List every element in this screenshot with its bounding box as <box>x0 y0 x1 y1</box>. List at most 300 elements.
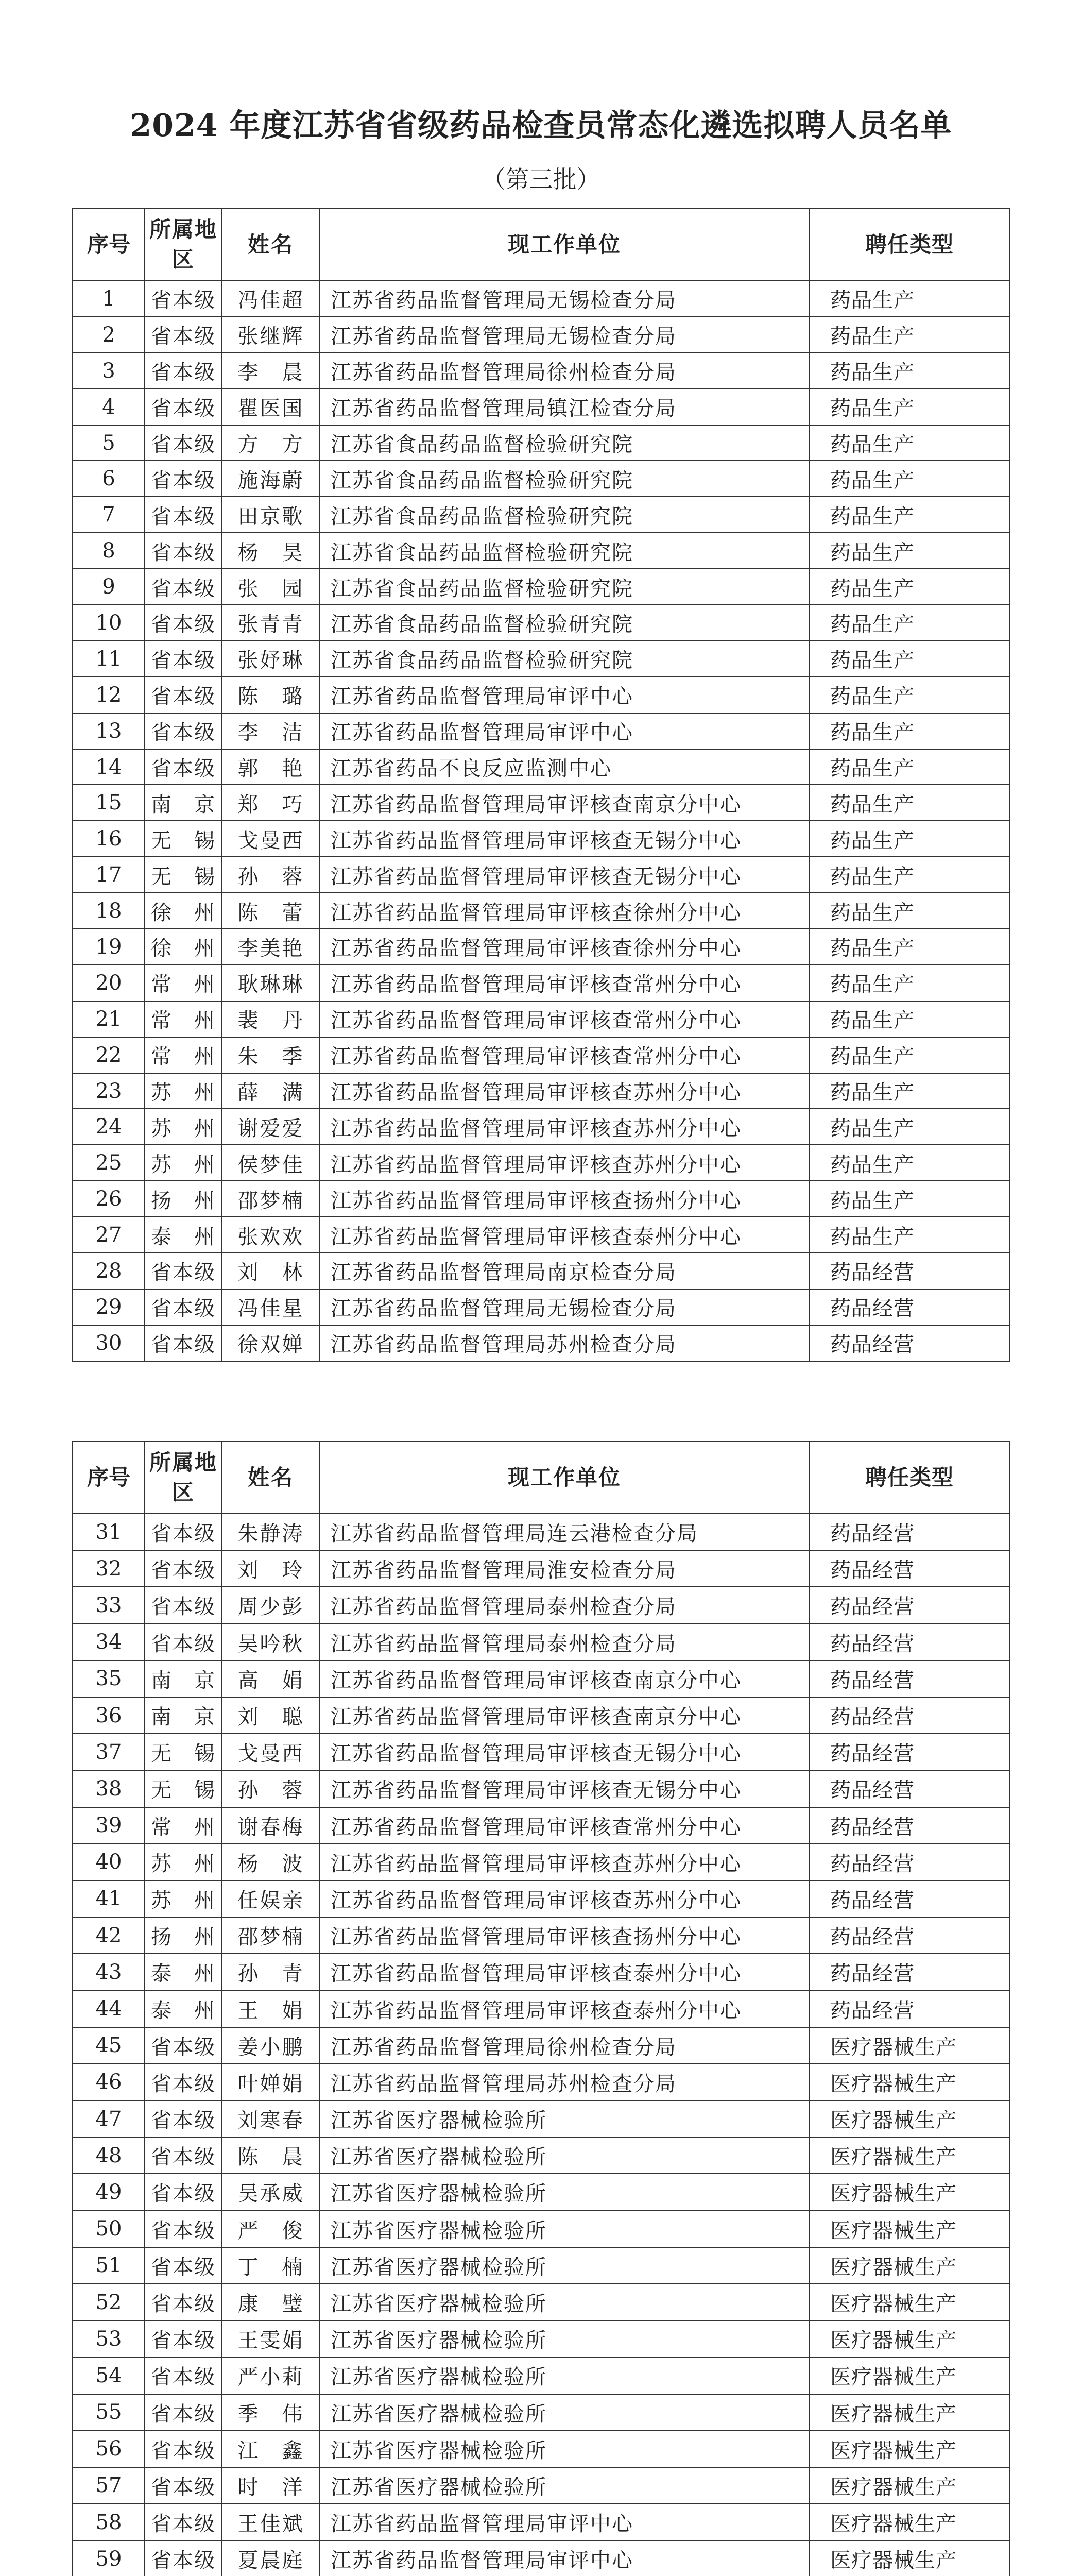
cell-area: 常 州 <box>145 1001 222 1037</box>
cell-type: 药品生产 <box>809 1217 1010 1253</box>
cell-no: 57 <box>73 2467 145 2504</box>
cell-unit: 江苏省药品监督管理局审评核查徐州分中心 <box>320 893 809 929</box>
cell-type: 药品生产 <box>809 641 1010 677</box>
cell-name: 邵梦楠 <box>222 1181 320 1217</box>
cell-unit: 江苏省药品监督管理局审评核查无锡分中心 <box>320 857 809 893</box>
cell-type: 药品经营 <box>809 1954 1010 1990</box>
cell-unit: 江苏省药品监督管理局审评核查扬州分中心 <box>320 1181 809 1217</box>
table-row <box>73 677 1010 713</box>
cell-unit: 江苏省药品监督管理局连云港检查分局 <box>320 1514 809 1550</box>
cell-type: 医疗器械生产 <box>809 2137 1010 2174</box>
cell-no: 59 <box>73 2540 145 2576</box>
cell-unit: 江苏省药品监督管理局淮安检查分局 <box>320 1550 809 1587</box>
cell-no: 16 <box>73 821 145 857</box>
header-no: 序号 <box>73 209 145 281</box>
cell-unit: 江苏省药品监督管理局泰州检查分局 <box>320 1587 809 1623</box>
cell-type: 医疗器械生产 <box>809 2504 1010 2540</box>
cell-no: 1 <box>73 281 145 317</box>
cell-name: 陈 璐 <box>222 677 320 713</box>
cell-no: 23 <box>73 1073 145 1109</box>
cell-area: 徐 州 <box>145 929 222 965</box>
cell-area: 省本级 <box>145 2504 222 2540</box>
cell-type: 药品经营 <box>809 1289 1010 1325</box>
cell-no: 3 <box>73 353 145 389</box>
cell-type: 药品生产 <box>809 533 1010 569</box>
cell-no: 36 <box>73 1697 145 1734</box>
cell-no: 38 <box>73 1770 145 1807</box>
cell-unit: 江苏省药品监督管理局审评核查苏州分中心 <box>320 1109 809 1145</box>
cell-type: 药品经营 <box>809 1514 1010 1550</box>
cell-name: 张继辉 <box>222 317 320 353</box>
cell-type: 医疗器械生产 <box>809 2431 1010 2467</box>
cell-area: 泰 州 <box>145 1990 222 2027</box>
cell-no: 8 <box>73 533 145 569</box>
cell-no: 22 <box>73 1037 145 1073</box>
table-row <box>73 1253 1010 1289</box>
cell-area: 省本级 <box>145 1514 222 1550</box>
cell-no: 35 <box>73 1660 145 1697</box>
table-row <box>73 2211 1010 2247</box>
table-row <box>73 1770 1010 1807</box>
cell-unit: 江苏省医疗器械检验所 <box>320 2357 809 2394</box>
cell-type: 药品生产 <box>809 749 1010 785</box>
cell-type: 药品经营 <box>809 1734 1010 1770</box>
cell-area: 省本级 <box>145 497 222 533</box>
cell-unit: 江苏省医疗器械检验所 <box>320 2211 809 2247</box>
cell-area: 扬 州 <box>145 1181 222 1217</box>
cell-no: 24 <box>73 1109 145 1145</box>
cell-type: 药品生产 <box>809 1181 1010 1217</box>
table-row <box>73 1037 1010 1073</box>
cell-no: 10 <box>73 605 145 641</box>
cell-name: 吴吟秋 <box>222 1624 320 1660</box>
cell-type: 医疗器械生产 <box>809 2247 1010 2284</box>
table-row <box>73 461 1010 497</box>
cell-name: 郭 艳 <box>222 749 320 785</box>
table-row <box>73 1807 1010 1844</box>
cell-name: 侯梦佳 <box>222 1145 320 1181</box>
cell-name: 邵梦楠 <box>222 1917 320 1954</box>
cell-type: 药品经营 <box>809 1325 1010 1361</box>
cell-area: 省本级 <box>145 2137 222 2174</box>
cell-name: 朱静涛 <box>222 1514 320 1550</box>
cell-name: 时 洋 <box>222 2467 320 2504</box>
cell-unit: 江苏省药品监督管理局审评核查南京分中心 <box>320 1660 809 1697</box>
cell-unit: 江苏省药品监督管理局审评核查泰州分中心 <box>320 1954 809 1990</box>
cell-no: 31 <box>73 1514 145 1550</box>
cell-unit: 江苏省药品监督管理局审评核查常州分中心 <box>320 1037 809 1073</box>
table-row <box>73 1550 1010 1587</box>
cell-type: 医疗器械生产 <box>809 2394 1010 2431</box>
cell-name: 孙 蓉 <box>222 857 320 893</box>
table-row <box>73 965 1010 1001</box>
cell-name: 叶婵娟 <box>222 2064 320 2100</box>
cell-type: 药品经营 <box>809 1917 1010 1954</box>
header-name: 姓名 <box>222 1442 320 1514</box>
cell-name: 李 洁 <box>222 713 320 749</box>
cell-type: 医疗器械生产 <box>809 2211 1010 2247</box>
cell-type: 药品生产 <box>809 893 1010 929</box>
cell-name: 冯佳星 <box>222 1289 320 1325</box>
cell-area: 常 州 <box>145 965 222 1001</box>
table-row <box>73 893 1010 929</box>
cell-name: 江 鑫 <box>222 2431 320 2467</box>
cell-no: 13 <box>73 713 145 749</box>
cell-area: 省本级 <box>145 605 222 641</box>
cell-name: 朱 季 <box>222 1037 320 1073</box>
cell-area: 南 京 <box>145 1660 222 1697</box>
cell-name: 张妤琳 <box>222 641 320 677</box>
cell-name: 刘 林 <box>222 1253 320 1289</box>
cell-no: 14 <box>73 749 145 785</box>
cell-name: 刘 聪 <box>222 1697 320 1734</box>
cell-no: 51 <box>73 2247 145 2284</box>
cell-area: 常 州 <box>145 1807 222 1844</box>
cell-no: 20 <box>73 965 145 1001</box>
table-row <box>73 1624 1010 1660</box>
cell-unit: 江苏省医疗器械检验所 <box>320 2137 809 2174</box>
table-row <box>73 2137 1010 2174</box>
cell-unit: 江苏省药品监督管理局审评核查徐州分中心 <box>320 929 809 965</box>
cell-name: 郑 巧 <box>222 785 320 821</box>
cell-unit: 江苏省药品监督管理局审评核查苏州分中心 <box>320 1880 809 1917</box>
cell-area: 省本级 <box>145 749 222 785</box>
cell-unit: 江苏省药品监督管理局审评核查苏州分中心 <box>320 1073 809 1109</box>
cell-name: 孙 蓉 <box>222 1770 320 1807</box>
table-row <box>73 2064 1010 2100</box>
table-row <box>73 1073 1010 1109</box>
cell-no: 39 <box>73 1807 145 1844</box>
table-row <box>73 1217 1010 1253</box>
cell-no: 7 <box>73 497 145 533</box>
cell-type: 医疗器械生产 <box>809 2174 1010 2210</box>
cell-type: 药品生产 <box>809 461 1010 497</box>
cell-unit: 江苏省药品监督管理局审评核查常州分中心 <box>320 1807 809 1844</box>
cell-area: 省本级 <box>145 2357 222 2394</box>
cell-area: 苏 州 <box>145 1880 222 1917</box>
cell-area: 省本级 <box>145 2100 222 2137</box>
cell-no: 47 <box>73 2100 145 2137</box>
document-subtitle: （第三批） <box>482 165 600 193</box>
header-area: 所属地区 <box>145 1442 222 1514</box>
cell-name: 杨 波 <box>222 1844 320 1880</box>
cell-unit: 江苏省医疗器械检验所 <box>320 2284 809 2320</box>
cell-area: 省本级 <box>145 353 222 389</box>
cell-type: 医疗器械生产 <box>809 2320 1010 2357</box>
cell-unit: 江苏省药品监督管理局泰州检查分局 <box>320 1624 809 1660</box>
cell-area: 无 锡 <box>145 857 222 893</box>
cell-unit: 江苏省食品药品监督检验研究院 <box>320 461 809 497</box>
cell-area: 苏 州 <box>145 1844 222 1880</box>
cell-area: 泰 州 <box>145 1954 222 1990</box>
cell-no: 48 <box>73 2137 145 2174</box>
cell-no: 15 <box>73 785 145 821</box>
cell-no: 55 <box>73 2394 145 2431</box>
cell-no: 25 <box>73 1145 145 1181</box>
cell-type: 药品经营 <box>809 1253 1010 1289</box>
table-row <box>73 1587 1010 1623</box>
cell-unit: 江苏省药品监督管理局审评核查无锡分中心 <box>320 1734 809 1770</box>
cell-name: 孙 青 <box>222 1954 320 1990</box>
cell-type: 医疗器械生产 <box>809 2100 1010 2137</box>
cell-unit: 江苏省药品监督管理局苏州检查分局 <box>320 1325 809 1361</box>
table-row <box>73 821 1010 857</box>
cell-name: 任娱亲 <box>222 1880 320 1917</box>
cell-type: 药品生产 <box>809 1001 1010 1037</box>
cell-area: 扬 州 <box>145 1917 222 1954</box>
table-row <box>73 353 1010 389</box>
cell-unit: 江苏省药品监督管理局审评核查泰州分中心 <box>320 1990 809 2027</box>
cell-no: 12 <box>73 677 145 713</box>
cell-type: 药品经营 <box>809 1807 1010 1844</box>
cell-area: 省本级 <box>145 1550 222 1587</box>
table-row <box>73 2357 1010 2394</box>
table-header-row <box>73 1442 1010 1514</box>
cell-area: 省本级 <box>145 2174 222 2210</box>
cell-no: 56 <box>73 2431 145 2467</box>
cell-area: 无 锡 <box>145 821 222 857</box>
header-area: 所属地区 <box>145 209 222 281</box>
cell-name: 方 方 <box>222 425 320 461</box>
table-row <box>73 317 1010 353</box>
table-row <box>73 605 1010 641</box>
cell-unit: 江苏省食品药品监督检验研究院 <box>320 533 809 569</box>
cell-unit: 江苏省药品监督管理局南京检查分局 <box>320 1253 809 1289</box>
cell-name: 施海蔚 <box>222 461 320 497</box>
table-row <box>73 929 1010 965</box>
cell-no: 4 <box>73 389 145 425</box>
cell-area: 省本级 <box>145 1624 222 1660</box>
table-row <box>73 1514 1010 1550</box>
cell-no: 9 <box>73 569 145 605</box>
table-row <box>73 2394 1010 2431</box>
cell-no: 52 <box>73 2284 145 2320</box>
cell-no: 30 <box>73 1325 145 1361</box>
cell-area: 省本级 <box>145 425 222 461</box>
cell-no: 58 <box>73 2504 145 2540</box>
cell-area: 省本级 <box>145 1289 222 1325</box>
cell-type: 医疗器械生产 <box>809 2284 1010 2320</box>
cell-unit: 江苏省药品监督管理局无锡检查分局 <box>320 1289 809 1325</box>
cell-type: 药品生产 <box>809 389 1010 425</box>
cell-unit: 江苏省药品监督管理局徐州检查分局 <box>320 2027 809 2064</box>
cell-area: 无 锡 <box>145 1734 222 1770</box>
cell-no: 43 <box>73 1954 145 1990</box>
cell-unit: 江苏省食品药品监督检验研究院 <box>320 569 809 605</box>
cell-no: 29 <box>73 1289 145 1325</box>
cell-area: 常 州 <box>145 1037 222 1073</box>
cell-name: 谢爱爱 <box>222 1109 320 1145</box>
cell-area: 省本级 <box>145 2431 222 2467</box>
header-unit: 现工作单位 <box>320 1442 809 1514</box>
cell-no: 49 <box>73 2174 145 2210</box>
cell-unit: 江苏省药品监督管理局审评核查泰州分中心 <box>320 1217 809 1253</box>
cell-area: 南 京 <box>145 785 222 821</box>
cell-name: 刘 玲 <box>222 1550 320 1587</box>
header-unit: 现工作单位 <box>320 209 809 281</box>
table-row <box>73 2027 1010 2064</box>
table-header-row <box>73 209 1010 281</box>
cell-no: 21 <box>73 1001 145 1037</box>
cell-no: 6 <box>73 461 145 497</box>
cell-no: 17 <box>73 857 145 893</box>
cell-name: 张青青 <box>222 605 320 641</box>
table-row <box>73 1145 1010 1181</box>
cell-name: 陈 晨 <box>222 2137 320 2174</box>
table-row <box>73 1990 1010 2027</box>
header-no: 序号 <box>73 1442 145 1514</box>
cell-name: 薛 满 <box>222 1073 320 1109</box>
cell-type: 药品生产 <box>809 821 1010 857</box>
cell-type: 药品生产 <box>809 929 1010 965</box>
cell-unit: 江苏省食品药品监督检验研究院 <box>320 425 809 461</box>
cell-name: 严 俊 <box>222 2211 320 2247</box>
cell-area: 省本级 <box>145 2211 222 2247</box>
table-row <box>73 785 1010 821</box>
cell-unit: 江苏省药品监督管理局审评核查常州分中心 <box>320 1001 809 1037</box>
table-row <box>73 1001 1010 1037</box>
cell-area: 省本级 <box>145 2284 222 2320</box>
cell-name: 王佳斌 <box>222 2504 320 2540</box>
cell-unit: 江苏省医疗器械检验所 <box>320 2467 809 2504</box>
cell-no: 50 <box>73 2211 145 2247</box>
cell-area: 省本级 <box>145 677 222 713</box>
cell-name: 王雯娟 <box>222 2320 320 2357</box>
cell-area: 省本级 <box>145 641 222 677</box>
cell-area: 泰 州 <box>145 1217 222 1253</box>
cell-unit: 江苏省药品监督管理局审评核查苏州分中心 <box>320 1145 809 1181</box>
cell-type: 医疗器械生产 <box>809 2357 1010 2394</box>
cell-type: 药品生产 <box>809 677 1010 713</box>
cell-area: 省本级 <box>145 2027 222 2064</box>
cell-no: 18 <box>73 893 145 929</box>
table-row <box>73 2431 1010 2467</box>
cell-unit: 江苏省药品监督管理局徐州检查分局 <box>320 353 809 389</box>
cell-name: 丁 楠 <box>222 2247 320 2284</box>
cell-no: 33 <box>73 1587 145 1623</box>
cell-no: 28 <box>73 1253 145 1289</box>
cell-area: 省本级 <box>145 2467 222 2504</box>
table-row <box>73 857 1010 893</box>
cell-area: 徐 州 <box>145 893 222 929</box>
table-row <box>73 641 1010 677</box>
cell-name: 季 伟 <box>222 2394 320 2431</box>
cell-no: 5 <box>73 425 145 461</box>
table-row <box>73 389 1010 425</box>
cell-area: 省本级 <box>145 1253 222 1289</box>
table-row <box>73 1289 1010 1325</box>
cell-type: 药品经营 <box>809 1550 1010 1587</box>
cell-no: 53 <box>73 2320 145 2357</box>
cell-unit: 江苏省药品监督管理局审评核查南京分中心 <box>320 785 809 821</box>
cell-type: 药品生产 <box>809 785 1010 821</box>
cell-no: 54 <box>73 2357 145 2394</box>
cell-unit: 江苏省药品监督管理局苏州检查分局 <box>320 2064 809 2100</box>
cell-type: 药品经营 <box>809 1770 1010 1807</box>
cell-type: 药品生产 <box>809 317 1010 353</box>
cell-no: 2 <box>73 317 145 353</box>
table-row <box>73 2320 1010 2357</box>
cell-type: 药品生产 <box>809 425 1010 461</box>
table-row <box>73 497 1010 533</box>
cell-unit: 江苏省药品监督管理局审评中心 <box>320 2540 809 2576</box>
cell-type: 药品经营 <box>809 1660 1010 1697</box>
table-row <box>73 1954 1010 1990</box>
cell-no: 32 <box>73 1550 145 1587</box>
cell-unit: 江苏省食品药品监督检验研究院 <box>320 605 809 641</box>
cell-unit: 江苏省食品药品监督检验研究院 <box>320 641 809 677</box>
cell-type: 药品生产 <box>809 857 1010 893</box>
table-row <box>73 1880 1010 1917</box>
cell-name: 徐双婵 <box>222 1325 320 1361</box>
table-row <box>73 2467 1010 2504</box>
cell-type: 药品生产 <box>809 965 1010 1001</box>
cell-type: 医疗器械生产 <box>809 2467 1010 2504</box>
cell-unit: 江苏省药品监督管理局无锡检查分局 <box>320 317 809 353</box>
table-row <box>73 2284 1010 2320</box>
cell-area: 省本级 <box>145 281 222 317</box>
cell-type: 药品经营 <box>809 1880 1010 1917</box>
cell-unit: 江苏省药品不良反应监测中心 <box>320 749 809 785</box>
cell-name: 裴 丹 <box>222 1001 320 1037</box>
cell-unit: 江苏省药品监督管理局审评中心 <box>320 677 809 713</box>
cell-no: 46 <box>73 2064 145 2100</box>
cell-type: 药品生产 <box>809 1037 1010 1073</box>
cell-unit: 江苏省医疗器械检验所 <box>320 2100 809 2137</box>
cell-unit: 江苏省药品监督管理局审评核查扬州分中心 <box>320 1917 809 1954</box>
cell-no: 26 <box>73 1181 145 1217</box>
table-row <box>73 281 1010 317</box>
roster-table-2 <box>72 1441 1010 2576</box>
cell-type: 药品生产 <box>809 1073 1010 1109</box>
cell-unit: 江苏省药品监督管理局审评核查南京分中心 <box>320 1697 809 1734</box>
roster-table-1 <box>72 208 1010 1362</box>
cell-unit: 江苏省医疗器械检验所 <box>320 2174 809 2210</box>
cell-unit: 江苏省药品监督管理局镇江检查分局 <box>320 389 809 425</box>
cell-type: 药品生产 <box>809 569 1010 605</box>
cell-type: 药品经营 <box>809 1697 1010 1734</box>
cell-unit: 江苏省药品监督管理局无锡检查分局 <box>320 281 809 317</box>
table-row <box>73 713 1010 749</box>
cell-name: 夏晨庭 <box>222 2540 320 2576</box>
cell-unit: 江苏省药品监督管理局审评核查无锡分中心 <box>320 1770 809 1807</box>
cell-unit: 江苏省医疗器械检验所 <box>320 2431 809 2467</box>
table-row <box>73 2100 1010 2137</box>
cell-type: 药品生产 <box>809 713 1010 749</box>
cell-no: 19 <box>73 929 145 965</box>
cell-unit: 江苏省药品监督管理局审评核查苏州分中心 <box>320 1844 809 1880</box>
cell-name: 高 娟 <box>222 1660 320 1697</box>
table-row <box>73 1660 1010 1697</box>
table-row <box>73 1697 1010 1734</box>
cell-name: 谢春梅 <box>222 1807 320 1844</box>
cell-unit: 江苏省药品监督管理局审评中心 <box>320 713 809 749</box>
cell-area: 省本级 <box>145 1325 222 1361</box>
cell-type: 药品生产 <box>809 497 1010 533</box>
cell-type: 医疗器械生产 <box>809 2540 1010 2576</box>
cell-area: 省本级 <box>145 2394 222 2431</box>
table-row <box>73 569 1010 605</box>
cell-name: 张 园 <box>222 569 320 605</box>
cell-no: 37 <box>73 1734 145 1770</box>
table-row <box>73 1325 1010 1361</box>
cell-no: 44 <box>73 1990 145 2027</box>
cell-name: 冯佳超 <box>222 281 320 317</box>
cell-no: 40 <box>73 1844 145 1880</box>
cell-no: 41 <box>73 1880 145 1917</box>
cell-unit: 江苏省医疗器械检验所 <box>320 2320 809 2357</box>
cell-name: 田京歌 <box>222 497 320 533</box>
